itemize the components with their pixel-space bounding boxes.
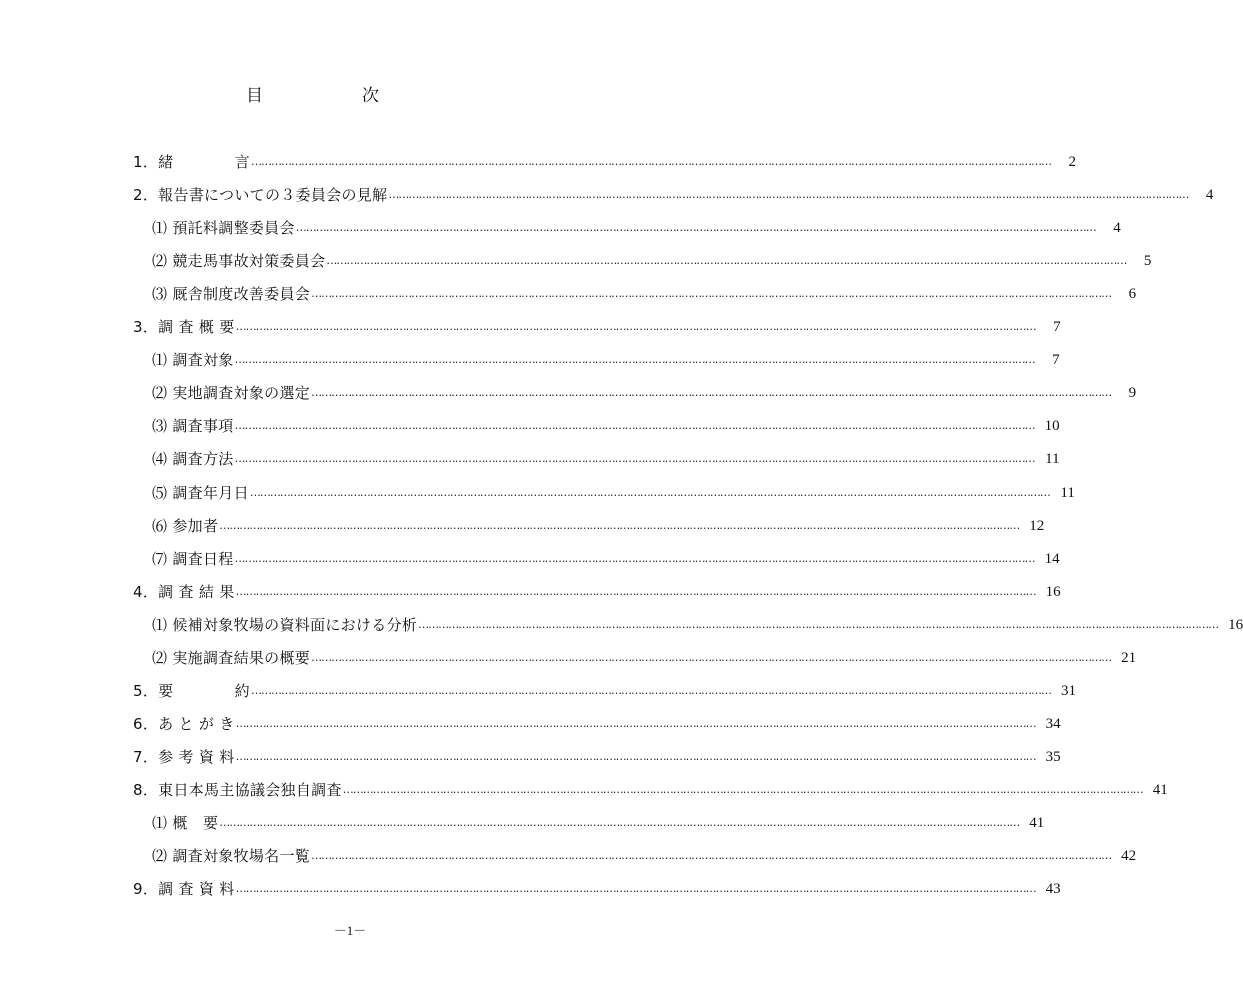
toc-entry-label: 5．要 約 <box>133 681 250 700</box>
toc-entry-label: 9．調 査 資 料 <box>133 880 235 899</box>
toc-entry-label: 2．報告書についての３委員会の見解 <box>133 186 388 205</box>
toc-entry-label: ⑶ 調査事項 <box>152 417 234 436</box>
dot-leader: …………………………………………………………………………………………………………………………………………………………………………………………………………………… <box>342 782 1143 796</box>
toc-entry[interactable] <box>133 680 1076 702</box>
toc-entry[interactable] <box>133 151 1076 173</box>
dot-leader: …………………………………………………………………………………………………………………………………………………………………………………………………………………… <box>234 551 1035 565</box>
dot-leader: …………………………………………………………………………………………………………………………………………………………………………………………………………………… <box>388 188 1189 202</box>
toc-entry[interactable] <box>152 382 1137 404</box>
toc-entry-label: 4．調 査 結 果 <box>133 582 235 601</box>
toc-entry-label: ⑵ 実地調査対象の選定 <box>152 384 311 403</box>
toc-entry[interactable] <box>152 812 1045 834</box>
dot-leader: …………………………………………………………………………………………………………………………………………………………………………………………………………………… <box>235 320 1036 334</box>
toc-entry-page: 14 <box>1044 550 1060 567</box>
toc-entry-label: 6．あ と が き <box>133 714 235 733</box>
toc-entry[interactable] <box>152 482 1075 504</box>
page-number: －1－ <box>333 923 367 938</box>
toc-entry-page: 11 <box>1060 484 1075 501</box>
toc-entry-label: ⑷ 調査方法 <box>152 450 234 469</box>
toc-entry-label: 7．参 考 資 料 <box>133 747 235 766</box>
toc-entry-label: ⑵ 競走馬事故対策委員会 <box>152 252 326 271</box>
toc-entry[interactable] <box>133 713 1061 735</box>
toc-entry-page: 16 <box>1228 616 1243 633</box>
toc-entry[interactable] <box>133 878 1061 900</box>
toc-entry-page: 12 <box>1029 517 1045 534</box>
toc-entry-label: ⑹ 参加者 <box>152 516 219 535</box>
dot-leader: …………………………………………………………………………………………………………………………………………………………………………………………………………………… <box>326 254 1127 268</box>
toc-entry-label: ⑴ 概 要 <box>152 814 219 832</box>
toc-entry-page: 34 <box>1045 715 1061 732</box>
title-char-right: 次 <box>362 86 379 106</box>
toc-entry[interactable] <box>133 779 1168 801</box>
toc-entry-page: 42 <box>1121 848 1137 865</box>
dot-leader: …………………………………………………………………………………………………………………………………………………………………………………………………………………… <box>234 419 1035 433</box>
dot-leader: …………………………………………………………………………………………………………………………………………………………………………………………………………………… <box>234 353 1035 367</box>
toc-entry[interactable] <box>152 515 1045 537</box>
toc-entry-label: ⑴ 預託料調整委員会 <box>152 219 295 238</box>
title-char-left: 目 <box>246 86 263 106</box>
toc-entry[interactable] <box>152 217 1121 239</box>
toc-entry[interactable] <box>133 316 1061 338</box>
dot-leader: …………………………………………………………………………………………………………………………………………………………………………………………………………………… <box>311 650 1112 664</box>
dot-leader: …………………………………………………………………………………………………………………………………………………………………………………………………………………… <box>311 287 1112 301</box>
toc-entry[interactable] <box>152 614 1243 636</box>
dot-leader: …………………………………………………………………………………………………………………………………………………………………………………………………………………… <box>250 155 1051 168</box>
dot-leader: …………………………………………………………………………………………………………………………………………………………………………………………………………………… <box>235 882 1036 896</box>
toc-entry-page: 35 <box>1045 748 1061 765</box>
toc-entry-label: ⑶ 厩舎制度改善委員会 <box>152 285 311 304</box>
toc-entry-label: 3．調 査 概 要 <box>133 318 235 337</box>
dot-leader: …………………………………………………………………………………………………………………………………………………………………………………………………………………… <box>249 485 1050 499</box>
toc-entry[interactable] <box>152 250 1152 272</box>
toc-entry-label: ⑵ 調査対象牧場名一覧 <box>152 847 311 866</box>
toc-entry-page: 31 <box>1060 682 1076 699</box>
toc-entry-page: 6 <box>1128 286 1137 303</box>
toc-entry[interactable] <box>152 283 1137 305</box>
toc-entry-label: 1．緒 言 <box>133 153 250 171</box>
dot-leader: …………………………………………………………………………………………………………………………………………………………………………………………………………………… <box>250 683 1051 697</box>
toc-entry[interactable] <box>133 746 1061 768</box>
toc-entry-page: 2 <box>1068 154 1076 170</box>
toc-entry-label: ⑵ 実施調査結果の概要 <box>152 648 311 667</box>
dot-leader: …………………………………………………………………………………………………………………………………………………………………………………………………………………… <box>235 716 1036 730</box>
toc-entry-page: 43 <box>1045 881 1061 898</box>
toc-entry-page: 16 <box>1045 583 1061 600</box>
toc-entry-page: 9 <box>1128 385 1137 402</box>
toc-entry[interactable] <box>152 415 1060 437</box>
dot-leader: …………………………………………………………………………………………………………………………………………………………………………………………………………………… <box>235 584 1036 598</box>
toc-entry[interactable] <box>133 184 1214 206</box>
toc-entry-label: ⑴ 調査対象 <box>152 351 234 370</box>
toc-entry-page: 4 <box>1113 220 1121 237</box>
toc-entry-label: ⑸ 調査年月日 <box>152 483 249 502</box>
toc-entry[interactable] <box>152 647 1137 669</box>
dot-leader: …………………………………………………………………………………………………………………………………………………………………………………………………………………… <box>219 816 1020 829</box>
dot-leader: …………………………………………………………………………………………………………………………………………………………………………………………………………………… <box>311 386 1112 400</box>
toc-entry-page: 4 <box>1205 187 1214 204</box>
dot-leader: …………………………………………………………………………………………………………………………………………………………………………………………………………………… <box>219 518 1020 532</box>
toc-entry[interactable] <box>152 349 1060 371</box>
toc-entry-page: 10 <box>1044 418 1060 435</box>
toc-entry-label: 8．東日本馬主協議会独自調査 <box>133 780 342 799</box>
dot-leader: …………………………………………………………………………………………………………………………………………………………………………………………………………………… <box>295 221 1096 235</box>
toc-entry[interactable] <box>152 845 1137 867</box>
toc-entry[interactable] <box>152 448 1060 470</box>
toc-entry-page: 7 <box>1053 319 1061 336</box>
toc-entry-label: ⑺ 調査日程 <box>152 549 234 568</box>
toc-entry-page: 7 <box>1052 352 1060 369</box>
toc-entry-page: 21 <box>1121 649 1137 666</box>
dot-leader: …………………………………………………………………………………………………………………………………………………………………………………………………………………… <box>235 749 1036 763</box>
toc-entry-page: 41 <box>1152 781 1168 798</box>
dot-leader: …………………………………………………………………………………………………………………………………………………………………………………………………………………… <box>418 617 1219 631</box>
toc-entry-page: 11 <box>1045 451 1060 468</box>
toc-entry-page: 5 <box>1143 253 1152 270</box>
dot-leader: …………………………………………………………………………………………………………………………………………………………………………………………………………………… <box>311 849 1112 863</box>
toc-entry-label: ⑴ 候補対象牧場の資料面における分析 <box>152 615 418 634</box>
toc-entry-page: 41 <box>1029 815 1045 831</box>
toc-entry[interactable] <box>152 548 1060 570</box>
toc-entry[interactable] <box>133 581 1061 603</box>
dot-leader: …………………………………………………………………………………………………………………………………………………………………………………………………………………… <box>234 452 1035 466</box>
